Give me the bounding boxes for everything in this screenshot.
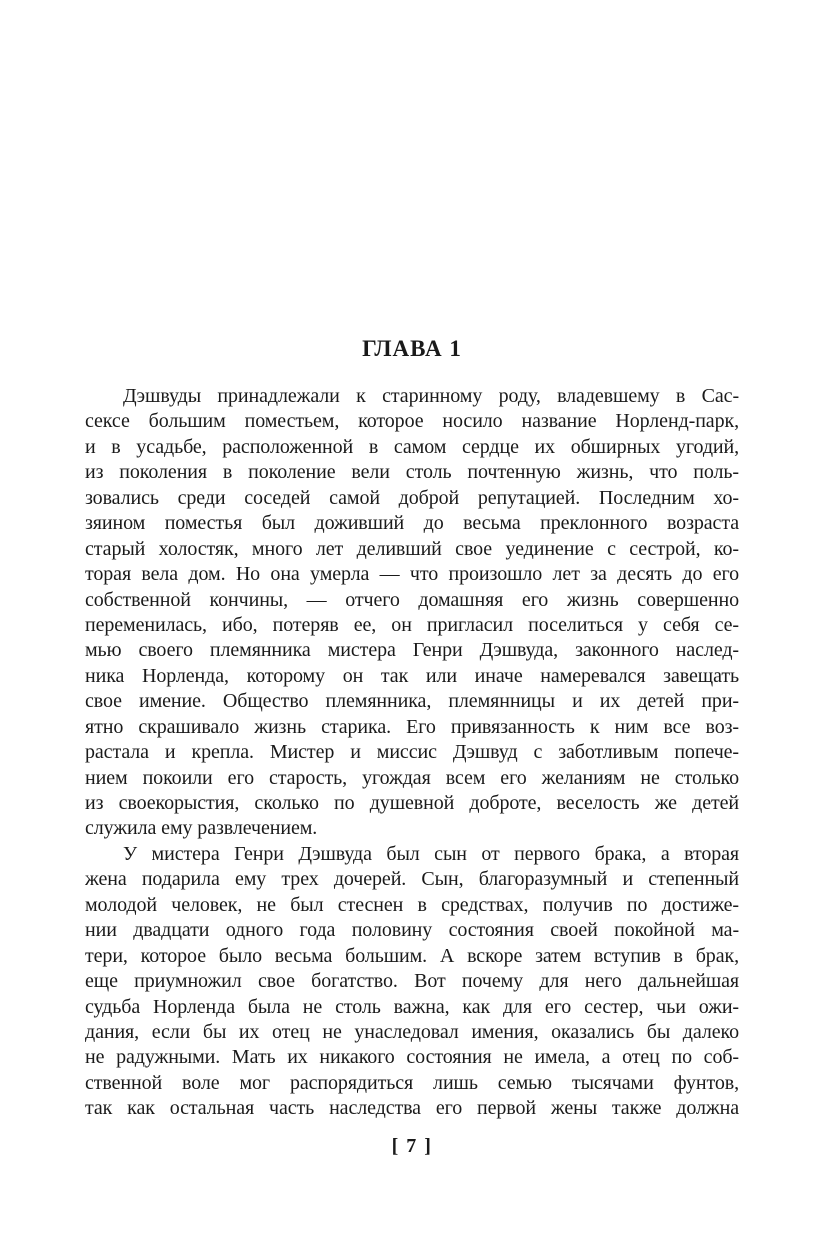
text-line: растала и крепла. Мистер и миссис Дэшвуд с заботливым попече- [85,741,739,764]
page-number: [ 7 ] [391,1135,433,1157]
text-line: из своекорыстия, сколько по душевной доброте, веселость же детей [85,792,739,814]
text-line: У мистера Генри Дэшвуда был сын от первого брака, а вторая [123,842,739,865]
text-line: нием покоили его старость, угождая всем его желаниям не столько [85,766,739,789]
text-line: жена подарила ему трех дочерей. Сын, благоразумный и степенный [85,868,739,891]
text-line: служила ему развлечением. [85,817,318,840]
text-line: ственной воле мог распорядиться лишь семью тысячами фунтов, [85,1071,739,1094]
text-line: и в усадьбе, расположенной в самом сердце их обширных угодий, [85,435,739,458]
paragraph-1 [85,384,739,842]
text-line: не радужными. Мать их никакого состояния не имела, а отец по соб- [85,1046,739,1069]
text-line: мью своего племянника мистера Генри Дэшвуда, законного наслед- [85,639,739,662]
text-line: зяином поместья был доживший до весьма преклонного возраста [85,512,739,535]
text-line: из поколения в поколение вели столь почтенную жизнь, что поль- [85,461,739,484]
text-line: ятно скрашивало жизнь старика. Его привязанность к ним все воз- [85,715,739,738]
text-line: сексе большим поместьем, которое носило название Норленд-парк, [85,410,739,433]
text-line: торая вела дом. Но она умерла — что произошло лет за десять до его [85,563,739,586]
text-line: Дэшвуды принадлежали к старинному роду, владевшему в Сас- [123,385,739,407]
text-line: зовались среди соседей самой доброй репутацией. Последним хо- [85,486,739,509]
text-line: тери, которое было весьма большим. А вскоре затем вступив в брак, [85,944,739,967]
text-line: молодой человек, не был стеснен в средствах, получив по достиже- [85,893,739,916]
text-line: еще приумножил свое богатство. Вот почему для него дальнейшая [85,970,739,993]
text-block [85,384,739,1122]
text-line: ника Норленда, которому он так или иначе намеревался завещать [85,664,739,687]
text-line: судьба Норленда была не столь важна, как для его сестер, чьи ожи- [85,995,739,1018]
text-line: старый холостяк, много лет деливший свое уединение с сестрой, ко- [85,537,739,560]
text-line: дания, если бы их отец не унаследовал имения, оказались бы далеко [85,1020,739,1043]
chapter-heading: ГЛАВА 1 [362,336,462,361]
paragraph-2 [85,842,739,1122]
text-line: свое имение. Общество племянника, племянницы и их детей при- [85,690,739,713]
text-line: переменилась, ибо, потеряв ее, он пригласил поселиться у себя се- [85,613,739,636]
text-line: так как остальная часть наследства его первой жены также должна [85,1097,739,1120]
text-line: собственной кончины, — отчего домашняя его жизнь совершенно [85,588,739,611]
text-line: нии двадцати одного года половину состояния своей покойной ма- [85,919,739,942]
